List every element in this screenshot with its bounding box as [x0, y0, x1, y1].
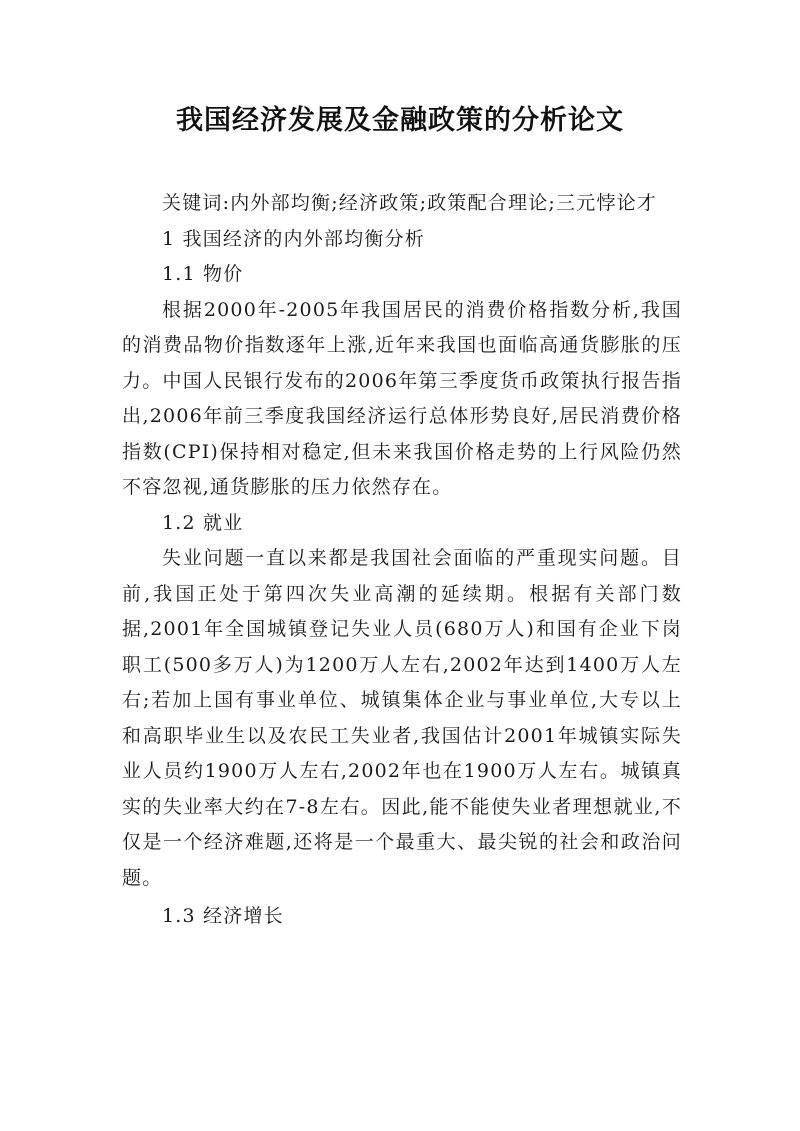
section-heading-1: 1 我国经济的内外部均衡分析	[162, 227, 425, 250]
section-heading-1-3: 1.3 经济增长	[162, 905, 284, 927]
section-heading-1-1: 1.1 物价	[162, 263, 244, 285]
section-heading-1-2: 1.2 就业	[162, 511, 244, 534]
document-body	[122, 186, 682, 935]
keywords-paragraph: 关键词:内外部均衡;经济政策;政策配合理论;三元悖论才	[162, 192, 658, 214]
document-title: 我国经济发展及金融政策的分析论文	[176, 105, 624, 136]
paragraph-employment: 失业问题一直以来都是我国社会面临的严重现实问题。目前,我国正处于第四次失业高潮的延续期。根据有关部门数据,2001年全国城镇登记失业人员(680万人)和国有企业下岗职工(500多万人)为1200万人左右,2002年达到1400万人左右;若加上国有事业单位、城镇集体企业与事业单位,大专以上和高职毕业生以及农民工失业者,我国估计2001年城镇实际失业人员约1900万人左右,2002年也在1900万人左右。城镇真实的失业率大约在7-8左右。因此,能不能使失业者理想就业,不仅是一个经济难题,还将是一个最重大、最尖锐的社会和政治问题。	[122, 547, 682, 889]
paragraph-prices: 根据2000年-2005年我国居民的消费价格指数分析,我国的消费品物价指数逐年上涨,近年来我国也面临高通货膨胀的压力。中国人民银行发布的2006年第三季度货币政策执行报告指出,2006年前三季度我国经济运行总体形势良好,居民消费价格指数(CPI)保持相对稳定,但未来我国价格走势的上行风险仍然不容忽视,通货膨胀的压力依然存在。	[122, 298, 682, 498]
